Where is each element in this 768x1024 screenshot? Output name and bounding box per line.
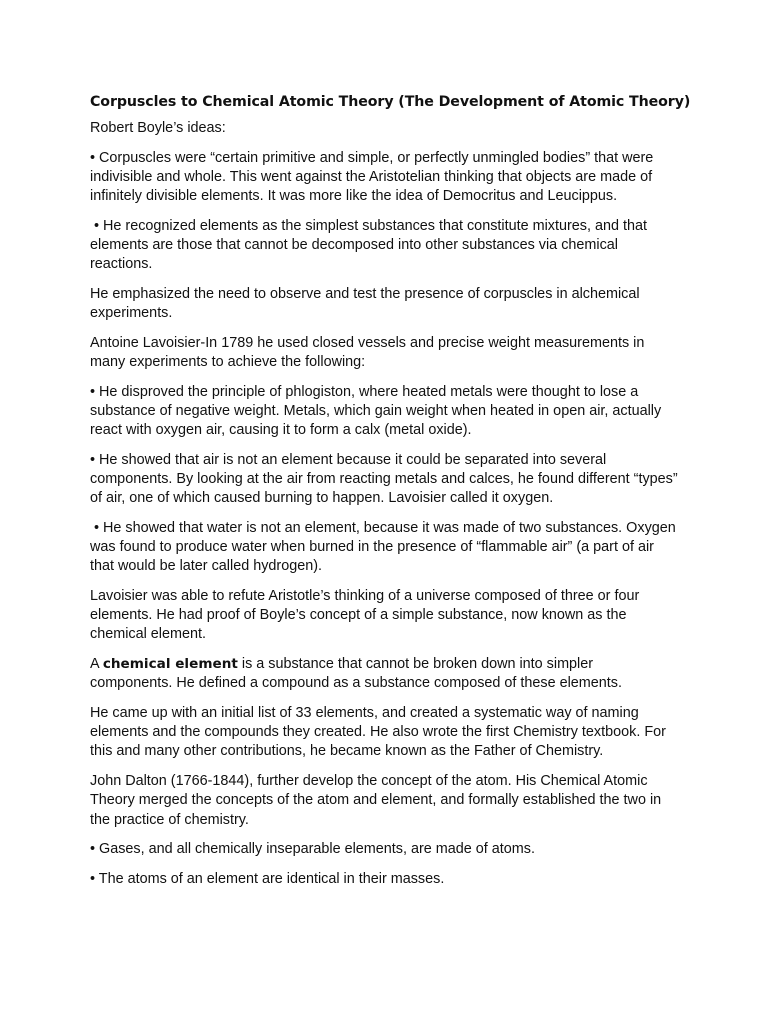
paragraph-33-elements: He came up with an initial list of 33 elements, and created a systematic way of naming elements and the compounds they created. He also wrote the first Chemistry textbook. For this and many other contributions, he became known as the Father of Chemistry. bbox=[90, 705, 666, 760]
paragraph-corpuscles: • Corpuscles were “certain primitive and simple, or perfectly unmingled bodies” that were indivisible and whole. This went against the Aristotelian thinking that objects are made of infinitely divisible elements. It was more like the idea of Democritus and Leucippus. bbox=[90, 149, 654, 205]
paragraph-lavoisier-intro: Antoine Lavoisier-In 1789 he used closed vessels and precise weight measurements in many experiments to achieve the following: bbox=[90, 334, 645, 371]
document-page bbox=[90, 92, 691, 889]
paragraph-refute-aristotle: Lavoisier was able to refute Aristotle’s thinking of a universe composed of three or four elements. He had proof of Boyle’s concept of a simple substance, now known as the chemical element. bbox=[90, 588, 640, 643]
paragraph-dalton: John Dalton (1766-1844), further develop the concept of the atom. His Chemical Atomic Theory merged the concepts of the atom and element, and formally established the two in the practice of chemistry. bbox=[90, 773, 662, 828]
paragraph-chemical-element-definition bbox=[90, 655, 678, 693]
document-title: Corpuscles to Chemical Atomic Theory (The Development of Atomic Theory) bbox=[90, 94, 691, 110]
paragraph-phlogiston: • He disproved the principle of phlogiston, where heated metals were thought to lose a substance of negative weight. Metals, which gain weight when heated in open air, actually react with oxygen air, causing it to form a calx (metal oxide). bbox=[90, 383, 662, 439]
paragraph-boyle-intro: Robert Boyle’s ideas: bbox=[90, 120, 226, 136]
paragraph-boyle-elements: • He recognized elements as the simplest substances that constitute mixtures, and that elements are those that cannot be decomposed into other substances via chemical reactions. bbox=[90, 217, 647, 273]
paragraph-gases-atoms: • Gases, and all chemically inseparable elements, are made of atoms. bbox=[90, 841, 535, 858]
definition-prefix: A bbox=[90, 656, 103, 673]
paragraph-air: • He showed that air is not an element because it could be separated into several components. By looking at the air from reacting metals and calces, he found different “types” of air, one of which caused burning to happen. Lavoisier called it oxygen. bbox=[90, 451, 678, 507]
definition-term: chemical element bbox=[102, 656, 238, 673]
paragraph-water: • He showed that water is not an element, because it was made of two substances. Oxygen was found to produce water when burned in the presence of “flammable air” (a part of air that would be later called hydrogen). bbox=[90, 519, 676, 575]
paragraph-boyle-experiments: He emphasized the need to observe and test the presence of corpuscles in alchemical experiments. bbox=[90, 285, 640, 322]
definition-rest: is a substance that cannot be broken down into simpler components. He defined a compound as a substance composed of these elements. bbox=[90, 656, 622, 692]
paragraph-atom-masses: • The atoms of an element are identical in their masses. bbox=[90, 871, 445, 887]
